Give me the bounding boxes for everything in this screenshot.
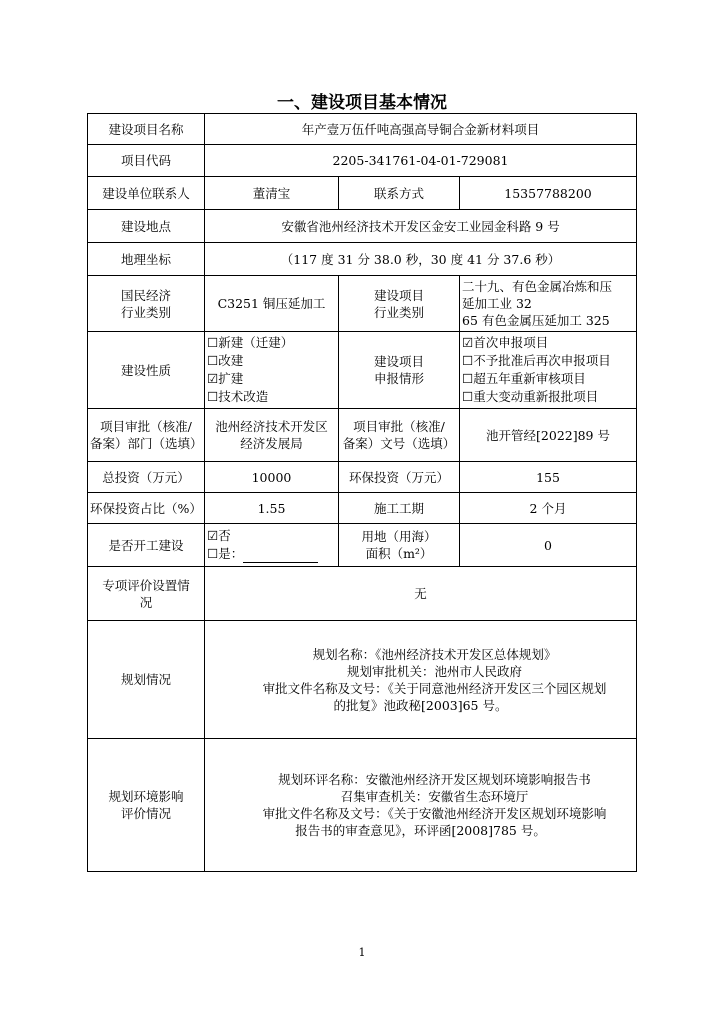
nature-option-rebuild[interactable]: ☐改建 bbox=[207, 353, 244, 368]
approval-dept-value-line1: 池州经济技术开发区 bbox=[215, 419, 328, 434]
project-info-table bbox=[87, 113, 637, 872]
special-eval-label-line1: 专项评价设置情 bbox=[102, 577, 190, 593]
eia-label-line2: 评价情况 bbox=[120, 806, 171, 821]
report-option-major-change[interactable]: ☐重大变动重新报批项目 bbox=[462, 389, 599, 404]
approval-doc-label-line1: 项目审批（核准/ bbox=[353, 419, 445, 434]
location-label: 建设地点 bbox=[88, 210, 205, 243]
coord-value: （117 度 31 分 38.0 秒，30 度 41 分 37.6 秒） bbox=[205, 243, 637, 276]
approval-doc-value: 池开管经[2022]89 号 bbox=[460, 409, 637, 462]
plan-doc-line2: 的批复》池政秘[2003]65 号。 bbox=[333, 697, 508, 713]
plan-doc-line1: 审批文件名称及文号：《关于同意池州经济开发区三个园区规划 bbox=[262, 680, 607, 696]
project-code-label: 项目代码 bbox=[88, 145, 205, 177]
special-eval-label bbox=[88, 567, 205, 621]
env-ratio-value: 1.55 bbox=[205, 493, 339, 524]
plan-name: 规划名称：《池州经济技术开发区总体规划》 bbox=[312, 646, 557, 662]
period-value: 2 个月 bbox=[460, 493, 637, 524]
area-value: 0 bbox=[460, 524, 637, 567]
started-label: 是否开工建设 bbox=[88, 524, 205, 567]
area-label bbox=[339, 524, 460, 567]
project-industry-value-line1: 二十九、有色金属冶炼和压 bbox=[462, 279, 613, 294]
industry-label-line1: 国民经济 bbox=[120, 287, 171, 303]
eia-name: 规划环评名称：安徽池州经济开发区规划环境影响报告书 bbox=[278, 772, 591, 787]
report-label bbox=[339, 332, 460, 409]
contact-label: 建设单位联系人 bbox=[88, 177, 205, 210]
page-number: 1 bbox=[358, 946, 366, 959]
started-option-yes[interactable] bbox=[207, 545, 336, 563]
project-industry-value-line3: 65 有色金属压延加工 325 bbox=[462, 313, 610, 328]
project-industry-value bbox=[460, 276, 637, 332]
project-name-label: 建设项目名称 bbox=[88, 114, 205, 145]
report-option-first[interactable]: ☑首次申报项目 bbox=[462, 335, 549, 350]
special-eval-label-line2: 况 bbox=[139, 594, 153, 610]
phone-value: 15357788200 bbox=[460, 177, 637, 210]
invest-label: 总投资（万元） bbox=[88, 462, 205, 493]
started-yes-blank[interactable] bbox=[243, 550, 318, 563]
eia-content bbox=[205, 739, 637, 872]
started-option-yes-label: ☐是： bbox=[207, 546, 244, 561]
nature-option-new[interactable]: ☐新建（迁建） bbox=[207, 335, 294, 350]
special-eval-value: 无 bbox=[205, 567, 637, 621]
report-options bbox=[460, 332, 637, 409]
project-industry-value-line2: 延加工业 32 bbox=[462, 296, 532, 311]
approval-dept-value-line2: 经济发展局 bbox=[240, 436, 303, 451]
project-name-value: 年产壹万伍仟吨高强高导铜合金新材料项目 bbox=[205, 114, 637, 145]
approval-doc-label bbox=[339, 409, 460, 462]
eia-label bbox=[88, 739, 205, 872]
period-label: 施工工期 bbox=[339, 493, 460, 524]
nature-option-tech[interactable]: ☐技术改造 bbox=[207, 389, 269, 404]
location-value: 安徽省池州经济技术开发区金安工业园金科路 9 号 bbox=[205, 210, 637, 243]
approval-dept-label bbox=[88, 409, 205, 462]
invest-value: 10000 bbox=[205, 462, 339, 493]
started-options bbox=[205, 524, 339, 567]
report-option-resubmit[interactable]: ☐不予批准后再次申报项目 bbox=[462, 353, 611, 368]
nature-option-expand[interactable]: ☑扩建 bbox=[207, 371, 244, 386]
nature-label: 建设性质 bbox=[88, 332, 205, 409]
plan-authority: 规划审批机关：池州市人民政府 bbox=[347, 663, 523, 679]
approval-dept-value bbox=[205, 409, 339, 462]
area-label-line2: 面积（m²） bbox=[365, 546, 433, 561]
report-option-five-year[interactable]: ☐超五年重新审核项目 bbox=[462, 371, 586, 386]
industry-label bbox=[88, 276, 205, 332]
industry-label-line2: 行业类别 bbox=[120, 304, 171, 320]
eia-doc-line2: 报告书的审查意见》，环评函[2008]785 号。 bbox=[295, 823, 546, 838]
plan-label: 规划情况 bbox=[88, 621, 205, 739]
contact-value: 董清宝 bbox=[205, 177, 339, 210]
approval-dept-label-line1: 项目审批（核准/ bbox=[100, 419, 192, 434]
plan-content bbox=[205, 621, 637, 739]
area-label-line1: 用地（用海） bbox=[361, 529, 437, 544]
industry-value: C3251 铜压延加工 bbox=[205, 276, 339, 332]
project-industry-label bbox=[339, 276, 460, 332]
project-industry-label-line2: 行业类别 bbox=[373, 304, 424, 320]
eia-label-line1: 规划环境影响 bbox=[108, 789, 184, 804]
phone-label: 联系方式 bbox=[339, 177, 460, 210]
nature-options bbox=[205, 332, 339, 409]
project-industry-label-line1: 建设项目 bbox=[373, 287, 424, 303]
page-title: 一、建设项目基本情况 bbox=[277, 93, 447, 113]
approval-dept-label-line2: 备案）部门（选填） bbox=[90, 436, 203, 451]
started-option-no[interactable]: ☑否 bbox=[207, 528, 231, 543]
project-code-value: 2205-341761-04-01-729081 bbox=[205, 145, 637, 177]
eia-authority: 召集审查机关：安徽省生态环境厅 bbox=[340, 789, 529, 804]
report-label-line1: 建设项目 bbox=[373, 354, 424, 369]
env-invest-value: 155 bbox=[460, 462, 637, 493]
eia-doc-line1: 审批文件名称及文号：《关于安徽池州经济开发区规划环境影响 bbox=[262, 806, 607, 821]
report-label-line2: 申报情形 bbox=[373, 371, 424, 386]
coord-label: 地理坐标 bbox=[88, 243, 205, 276]
env-invest-label: 环保投资（万元） bbox=[339, 462, 460, 493]
env-ratio-label: 环保投资占比（%） bbox=[88, 493, 205, 524]
approval-doc-label-line2: 备案）文号（选填） bbox=[342, 436, 456, 451]
